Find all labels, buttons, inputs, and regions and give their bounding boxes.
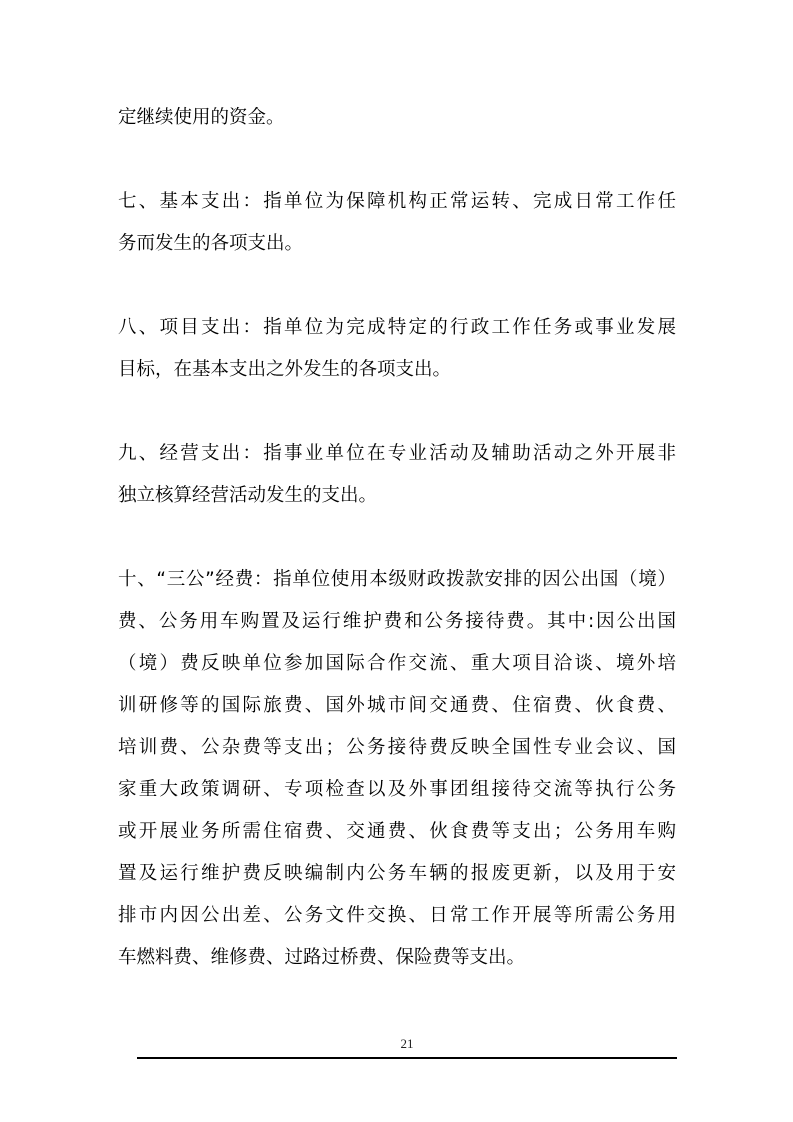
text-line: 排市内因公出差、公务文件交换、日常工作开展等所需公务用 bbox=[118, 905, 676, 926]
document-body bbox=[118, 97, 676, 979]
paragraph-10-three-public-funds bbox=[118, 559, 676, 979]
paragraph-8-project-expenditure bbox=[118, 307, 676, 391]
text-line: 十、“三公”经费：指单位使用本级财政拨款安排的因公出国（境） bbox=[118, 569, 676, 590]
paragraph-7-basic-expenditure bbox=[118, 181, 676, 265]
text-line: 置及运行维护费反映编制内公务车辆的报废更新，以及用于安 bbox=[118, 863, 676, 884]
text-line: 八、项目支出：指单位为完成特定的行政工作任务或事业发展 bbox=[118, 317, 676, 338]
text-line: 家重大政策调研、专项检查以及外事团组接待交流等执行公务 bbox=[118, 779, 676, 800]
text-line: 训研修等的国际旅费、国外城市间交通费、住宿费、伙食费、 bbox=[118, 695, 676, 716]
text-line: 七、基本支出：指单位为保障机构正常运转、完成日常工作任 bbox=[118, 191, 676, 212]
text-line: 或开展业务所需住宿费、交通费、伙食费等支出；公务用车购 bbox=[118, 821, 676, 842]
text-line: 车燃料费、维修费、过路过桥费、保险费等支出。 bbox=[118, 947, 526, 968]
text-line: 费、公务用车购置及运行维护费和公务接待费。其中:因公出国 bbox=[118, 611, 676, 632]
text-line: （境）费反映单位参加国际合作交流、重大项目洽谈、境外培 bbox=[118, 653, 676, 674]
text-line: 务而发生的各项支出。 bbox=[118, 233, 304, 254]
text-line: 独立核算经营活动发生的支出。 bbox=[118, 485, 378, 506]
page-number: 21 bbox=[400, 1036, 414, 1051]
paragraph-continuation bbox=[118, 97, 676, 139]
footer-rule bbox=[137, 1057, 677, 1059]
text-line: 培训费、公杂费等支出；公务接待费反映全国性专业会议、国 bbox=[118, 737, 676, 758]
text-line: 定继续使用的资金。 bbox=[118, 107, 285, 128]
text-line: 九、经营支出：指事业单位在专业活动及辅助活动之外开展非 bbox=[118, 443, 676, 464]
text-line: 目标，在基本支出之外发生的各项支出。 bbox=[118, 359, 452, 380]
paragraph-9-operating-expenditure bbox=[118, 433, 676, 517]
